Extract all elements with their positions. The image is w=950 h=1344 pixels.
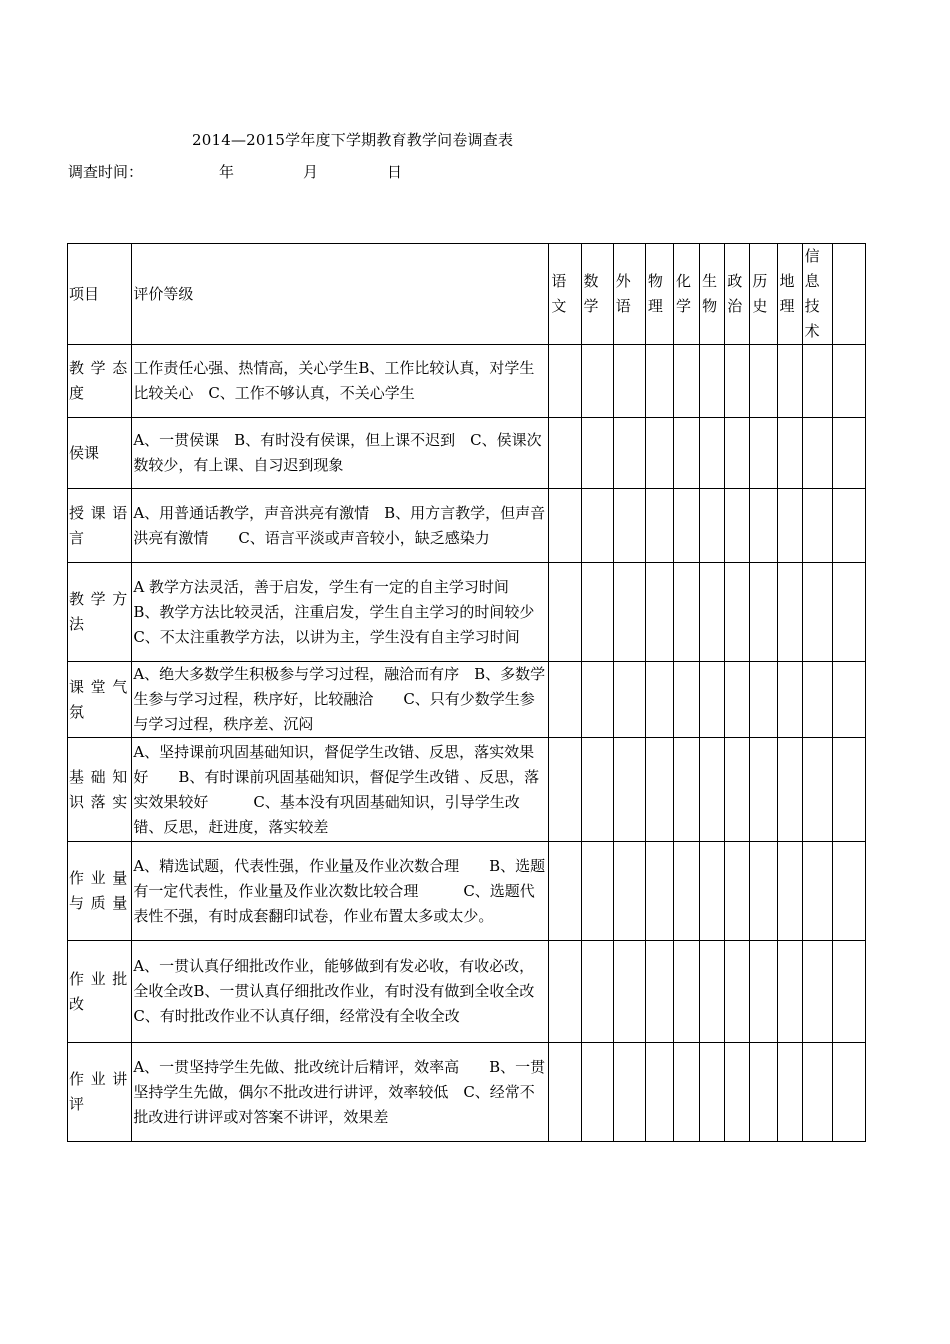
rating-cell[interactable]: [645, 662, 673, 738]
header-subject-8: [777, 244, 802, 345]
rating-cell[interactable]: [777, 418, 802, 489]
table-header-row: [68, 244, 866, 345]
rating-cell[interactable]: [674, 941, 700, 1043]
page-title: 2014—2015学年度下学期教育教学问卷调查表: [192, 131, 514, 149]
rating-cell[interactable]: [750, 941, 777, 1043]
rating-cell[interactable]: [700, 1043, 725, 1142]
rating-cell[interactable]: [750, 418, 777, 489]
table-row: [68, 1043, 866, 1142]
rating-cell[interactable]: [750, 345, 777, 418]
subject-label: 物理: [647, 272, 663, 315]
rating-cell[interactable]: [802, 345, 832, 418]
day-label: 日: [387, 163, 403, 181]
row-item-label: 教学态度: [68, 345, 132, 418]
rating-cell[interactable]: [613, 563, 645, 662]
row-item-label: 课堂气氛: [68, 662, 132, 738]
rating-cell[interactable]: [725, 738, 750, 842]
rating-cell[interactable]: [802, 489, 832, 563]
rating-cell[interactable]: [832, 345, 865, 418]
survey-date-row: [68, 161, 668, 181]
rating-cell[interactable]: [750, 563, 777, 662]
rating-cell[interactable]: [549, 345, 581, 418]
rating-cell[interactable]: [645, 563, 673, 662]
header-subject-10: [832, 244, 865, 345]
rating-cell[interactable]: [700, 418, 725, 489]
rating-cell[interactable]: [581, 1043, 613, 1142]
rating-cell[interactable]: [645, 738, 673, 842]
subject-label: 外语: [615, 272, 631, 315]
rating-cell[interactable]: [832, 842, 865, 941]
rating-cell[interactable]: [581, 418, 613, 489]
rating-cell[interactable]: [802, 941, 832, 1043]
header-subject-3: [645, 244, 673, 345]
rating-cell[interactable]: [581, 842, 613, 941]
rating-cell[interactable]: [802, 418, 832, 489]
rating-cell[interactable]: [645, 1043, 673, 1142]
rating-cell[interactable]: [549, 738, 581, 842]
rating-cell[interactable]: [750, 842, 777, 941]
rating-cell[interactable]: [549, 489, 581, 563]
row-grade-description: A、一贯认真仔细批改作业，能够做到有发必收，有收必改，全收全改B、一贯认真仔细批改作业，有时没有做到全收全改 C、有时批改作业不认真仔细，经常没有全收全改: [132, 941, 549, 1043]
rating-cell[interactable]: [725, 842, 750, 941]
year-label: 年: [219, 163, 235, 181]
header-subject-0: [549, 244, 581, 345]
rating-cell[interactable]: [725, 418, 750, 489]
table-row: [68, 563, 866, 662]
rating-cell[interactable]: [832, 418, 865, 489]
rating-cell[interactable]: [700, 941, 725, 1043]
subject-label: 数学: [583, 272, 599, 315]
survey-date-label: 调查时间：: [68, 163, 144, 181]
rating-cell[interactable]: [645, 941, 673, 1043]
rating-cell[interactable]: [700, 345, 725, 418]
rating-cell[interactable]: [802, 1043, 832, 1142]
rating-cell[interactable]: [674, 418, 700, 489]
rating-cell[interactable]: [777, 662, 802, 738]
header-subject-2: [613, 244, 645, 345]
rating-cell[interactable]: [832, 738, 865, 842]
row-grade-description: A、坚持课前巩固基础知识，督促学生改错、反思，落实效果好 B、有时课前巩固基础知识，督促学生改错 、反思，落实效果较好 C、基本没有巩固基础知识，引导学生改错、反思，赶进度，落实较差: [132, 738, 549, 842]
rating-cell[interactable]: [581, 738, 613, 842]
rating-cell[interactable]: [700, 662, 725, 738]
rating-cell[interactable]: [725, 941, 750, 1043]
rating-cell[interactable]: [674, 345, 700, 418]
rating-cell[interactable]: [750, 489, 777, 563]
row-grade-description: A、一贯坚持学生先做、批改统计后精评，效率高 B、一贯坚持学生先做，偶尔不批改进行讲评，效率较低 C、经常不批改进行讲评或对答案不讲评，效果差: [132, 1043, 549, 1142]
subject-label: 历史: [752, 272, 768, 315]
subject-label: 地理: [779, 272, 795, 315]
rating-cell[interactable]: [777, 563, 802, 662]
rating-cell[interactable]: [802, 842, 832, 941]
rating-cell[interactable]: [750, 1043, 777, 1142]
table-row: [68, 345, 866, 418]
rating-cell[interactable]: [725, 489, 750, 563]
row-grade-description: A、一贯侯课 B、有时没有侯课，但上课不迟到 C、侯课次数较少，有上课、自习迟到现象: [132, 418, 549, 489]
rating-cell[interactable]: [725, 563, 750, 662]
header-grade: 评价等级: [132, 244, 549, 345]
rating-cell[interactable]: [613, 738, 645, 842]
rating-cell[interactable]: [645, 489, 673, 563]
rating-cell[interactable]: [674, 738, 700, 842]
rating-cell[interactable]: [777, 842, 802, 941]
rating-cell[interactable]: [645, 345, 673, 418]
rating-cell[interactable]: [725, 662, 750, 738]
rating-cell[interactable]: [674, 662, 700, 738]
row-item-label: 作业批改: [68, 941, 132, 1043]
rating-cell[interactable]: [645, 842, 673, 941]
rating-cell[interactable]: [674, 489, 700, 563]
row-item-label: 授课语言: [68, 489, 132, 563]
rating-cell[interactable]: [613, 941, 645, 1043]
rating-cell[interactable]: [581, 662, 613, 738]
rating-cell[interactable]: [549, 662, 581, 738]
rating-cell[interactable]: [832, 941, 865, 1043]
table-row: [68, 418, 866, 489]
rating-cell[interactable]: [581, 489, 613, 563]
rating-cell[interactable]: [613, 1043, 645, 1142]
rating-cell[interactable]: [645, 418, 673, 489]
subject-label: 化学: [676, 272, 692, 315]
rating-cell[interactable]: [750, 738, 777, 842]
rating-cell[interactable]: [832, 489, 865, 563]
survey-table: [67, 243, 866, 1142]
rating-cell[interactable]: [802, 738, 832, 842]
subject-label: 信息技术: [804, 247, 820, 340]
header-subject-9: [802, 244, 832, 345]
header-subject-6: [725, 244, 750, 345]
rating-cell[interactable]: [549, 1043, 581, 1142]
rating-cell[interactable]: [700, 563, 725, 662]
table-row: [68, 489, 866, 563]
month-label: 月: [303, 163, 319, 181]
rating-cell[interactable]: [777, 1043, 802, 1142]
rating-cell[interactable]: [777, 738, 802, 842]
rating-cell[interactable]: [674, 842, 700, 941]
row-grade-description: A、绝大多数学生积极参与学习过程，融洽而有序 B、多数学生参与学习过程，秩序好，比较融洽 C、只有少数学生参与学习过程，秩序差、沉闷: [132, 662, 549, 738]
row-grade-description: A 教学方法灵活，善于启发，学生有一定的自主学习时间 B、教学方法比较灵活，注重启发，学生自主学习的时间较少 C、不太注重教学方法，以讲为主，学生没有自主学习时间: [132, 563, 549, 662]
rating-cell[interactable]: [549, 418, 581, 489]
rating-cell[interactable]: [613, 662, 645, 738]
row-grade-description: 工作责任心强、热情高，关心学生B、工作比较认真，对学生比较关心 C、工作不够认真，不关心学生: [132, 345, 549, 418]
rating-cell[interactable]: [750, 662, 777, 738]
rating-cell[interactable]: [700, 489, 725, 563]
subject-label: 政治: [727, 272, 743, 315]
row-grade-description: A、精选试题，代表性强，作业量及作业次数合理 B、选题有一定代表性，作业量及作业次数比较合理 C、选题代表性不强，有时成套翻印试卷，作业布置太多或太少。: [132, 842, 549, 941]
row-item-label: 教学方法: [68, 563, 132, 662]
table-row: [68, 738, 866, 842]
rating-cell[interactable]: [700, 842, 725, 941]
rating-cell[interactable]: [613, 842, 645, 941]
header-subject-7: [750, 244, 777, 345]
subject-label: 生物: [702, 272, 718, 315]
header-subject-1: [581, 244, 613, 345]
rating-cell[interactable]: [832, 662, 865, 738]
rating-cell[interactable]: [802, 563, 832, 662]
rating-cell[interactable]: [581, 345, 613, 418]
rating-cell[interactable]: [613, 345, 645, 418]
rating-cell[interactable]: [832, 1043, 865, 1142]
rating-cell[interactable]: [549, 842, 581, 941]
rating-cell[interactable]: [674, 563, 700, 662]
header-subject-4: [674, 244, 700, 345]
header-subject-5: [700, 244, 725, 345]
rating-cell[interactable]: [725, 1043, 750, 1142]
row-grade-description: A、用普通话教学，声音洪亮有激情 B、用方言教学，但声音洪亮有激情 C、语言平淡或声音较小，缺乏感染力: [132, 489, 549, 563]
rating-cell[interactable]: [674, 1043, 700, 1142]
table-row: [68, 842, 866, 941]
row-item-label: 基础知识落实: [68, 738, 132, 842]
rating-cell[interactable]: [581, 941, 613, 1043]
header-item: 项目: [68, 244, 132, 345]
table-row: [68, 662, 866, 738]
rating-cell[interactable]: [700, 738, 725, 842]
rating-cell[interactable]: [832, 563, 865, 662]
subject-label: 语文: [551, 272, 567, 315]
row-item-label: 作业量与质量: [68, 842, 132, 941]
rating-cell[interactable]: [802, 662, 832, 738]
rating-cell[interactable]: [777, 941, 802, 1043]
rating-cell[interactable]: [725, 345, 750, 418]
row-item-label: 作业讲评: [68, 1043, 132, 1142]
rating-cell[interactable]: [613, 489, 645, 563]
rating-cell[interactable]: [777, 345, 802, 418]
rating-cell[interactable]: [777, 489, 802, 563]
rating-cell[interactable]: [613, 418, 645, 489]
row-item-label: 侯课: [68, 418, 132, 489]
rating-cell[interactable]: [581, 563, 613, 662]
table-row: [68, 941, 866, 1043]
